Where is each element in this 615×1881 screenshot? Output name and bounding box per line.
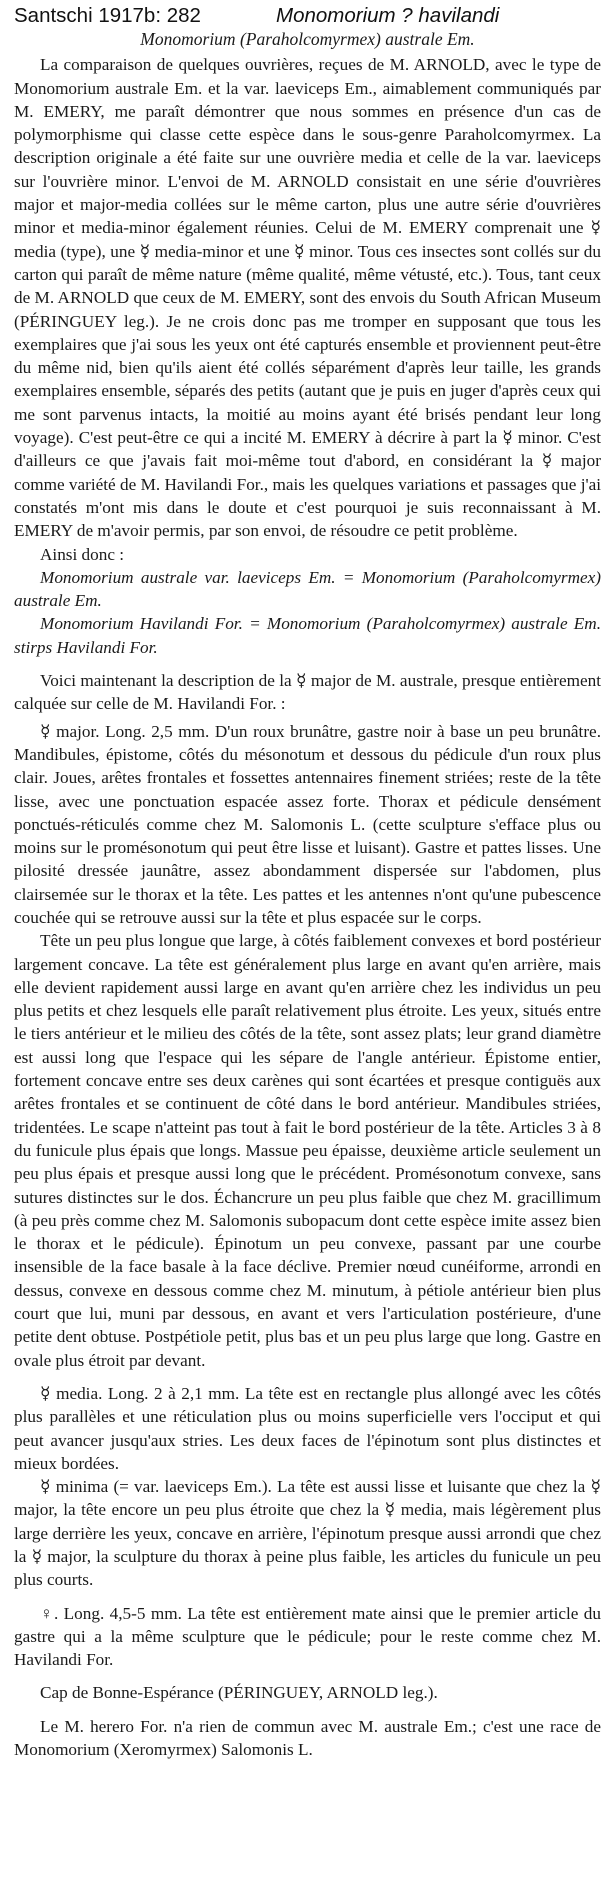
synonymy-line-1: Monomorium australe var. laeviceps Em. = Monomorium (Paraholcomyrmex) australe Em. [14,567,601,611]
citation-label: Santschi 1917b: 282 [14,4,201,27]
synonymy-line-2: Monomorium Havilandi For. = Monomorium (Paraholcomyrmex) australe Em. stirps Havilandi For. [14,614,601,657]
paragraph-media: ☿ media. Long. 2 à 2,1 mm. La tête est en rectangle plus allongé avec les côtés plus parallèles et une réticulation plus ou moins superficielle vers l'occiput et qui peut avancer jusqu'aux stries. Les deux faces de l'épinotum sont plus distinctes et mieux bordées. [14,1383,601,1473]
paragraph-female: ♀. Long. 4,5-5 mm. La tête est entièrement mate ainsi que le premier article du gastre qui a la même sculpture que le pédicule; pour le reste comme chez M. Havilandi For. [14,1603,601,1670]
paragraph-herero: Le M. herero For. n'a rien de commun avec M. australe Em.; c'est une race de Monomorium (Xeromyrmex) Salomonis L. [14,1716,601,1760]
paragraph-comparison: La comparaison de quelques ouvrières, reçues de M. ARNOLD, avec le type de Monomorium australe Em. et la var. laeviceps Em., aimablement communiqués par M. EMERY, me paraît démontrer que nous sommes en présence d'un cas de polymorphisme qui classe cette espèce dans le sous-genre Paraholcomyrmex. La description originale a été faite sur une ouvrière media et celle de la var. laeviceps sur l'ouvrière minor. L'envoi de M. ARNOLD consistait en une série d'ouvrières major et major-media collées sur le même carton, plus une autre série d'ouvrières minor et media-minor également réunies. Celui de M. EMERY comprenait une ☿ media (type), une ☿ media-minor et une ☿ minor. Tous ces insectes sont collés sur du carton qui paraît de même nature (même qualité, même vétusté, etc.). Tous, tant ceux de M. ARNOLD que ceux de M. EMERY, sont des envois du South African Museum (PÉRINGUEY leg.). Je ne crois donc pas me tromper en supposant que tous les exemplaires que j'ai sous les yeux ont été capturés ensemble et proviennent peut-être du même nid, bien qu'ils aient été collés séparément d'après leur taille, les grands exemplaires ensemble, séparés des petits (autant que je puis en juger d'après ceux qui me sont parvenus intacts, la moitié au moins ayant été brisés pendant leur long voyage). C'est peut-être ce qui a incité M. EMERY à décrire à part la ☿ minor. C'est d'ailleurs ce que j'avais fait moi-même tout d'abord, en considérant la ☿ major comme variété de M. Havilandi For., mais les quelques variations et passages que j'ai constatés m'ont mis dans le doute et c'est pourquoi je suis reconnaissant à M. EMERY de m'avoir permis, par son envoi, de résoudre ce petit problème. [14,55,601,541]
paragraph-minima: ☿ minima (= var. laeviceps Em.). La tête est aussi lisse et luisante que chez la ☿ major, la tête encore un peu plus étroite que chez la ☿ media, mais légèrement plus large derrière les yeux, concave en arrière, l'épinotum presque aussi arrondi que chez la ☿ major, la sculpture du thorax à peine plus faible, les articles du funicule un peu plus courts. [14,1477,601,1590]
section-title: Monomorium (Paraholcomyrmex) australe Em. [140,29,475,49]
page-header [14,2,601,32]
paragraph-major: ☿ major. Long. 2,5 mm. D'un roux brunâtre, gastre noir à base un peu brunâtre. Mandibules, épistome, côtés du mésonotum et dessous du pédicule d'un roux plus clair. Joues, arêtes frontales et fossettes antennaires finement striées; reste de la tête lisse, avec une ponctuation espacée assez forte. Thorax et pédicule densément ponctués-réticulés comme chez M. Salomonis L. (cette sculpture s'efface plus ou moins sur le promésonotum qui peut être lisse et luisant). Gastre et pattes lisses. Une pilosité dressée jaunâtre, assez abondamment dispersée sur l'abdomen, plus clairsemée sur le thorax et la tête. Les pattes et les antennes n'ont qu'une pubescence couchée qui se retrouve aussi sur la tête et plus espacée sur le corps. [14,721,601,927]
document-page [14,0,601,1761]
species-label: Monomorium ? havilandi [276,4,500,27]
paragraph-intro-description: Voici maintenant la description de la ☿ major de M. australe, presque entièrement calquée sur celle de M. Havilandi For. : [14,671,601,714]
paragraph-locality: Cap de Bonne-Espérance (PÉRINGUEY, ARNOLD leg.). [40,1683,438,1703]
paragraph-ainsi-donc: Ainsi donc : [40,544,125,564]
paragraph-head: Tête un peu plus longue que large, à côtés faiblement convexes et bord postérieur largement concave. La tête est généralement plus large en avant qu'en arrière, mais elle devient rapidement aussi large en avant qu'en arrière chez les individus un peu plus petits et chez lesquels elle paraît relativement plus étroite. Les yeux, situés entre le tiers antérieur et le milieu des côtés de la tête, sont assez plats; leur grand diamètre est aussi long que l'espace qui les sépare de l'angle antérieur. Épistome entier, fortement concave entre ses deux carènes qui sont écartées et presque contiguës aux arêtes frontales et se continuent de côté dans le bord antérieur. Mandibules striées, tridentées. Le scape n'atteint pas tout à fait le bord postérieur de la tête. Articles 3 à 8 du funicule plus épais que longs. Massue peu épaisse, deuxième article seulement un peu plus épais et presque aussi long que le précédent. Promésonotum convexe, sans sutures distinctes sur le dos. Échancrure un peu plus faible que chez M. gracillimum (à peu près comme chez M. Salomonis subopacum dont cette espèce imite assez bien le thorax et le pédicule). Épinotum un peu convexe, passant par une courbe insensible de la face basale à la face déclive. Premier nœud cunéiforme, arrondi en dessus, convexe en dessous comme chez M. minutum, à pétiole antérieur bien plus court que lui, muni par dessous, en avant et vers l'articulation postérieure, d'une petite dent obtuse. Postpétiole petit, plus bas et un peu plus large que long. Gastre en ovale plus étroit par devant. [14,931,601,1370]
